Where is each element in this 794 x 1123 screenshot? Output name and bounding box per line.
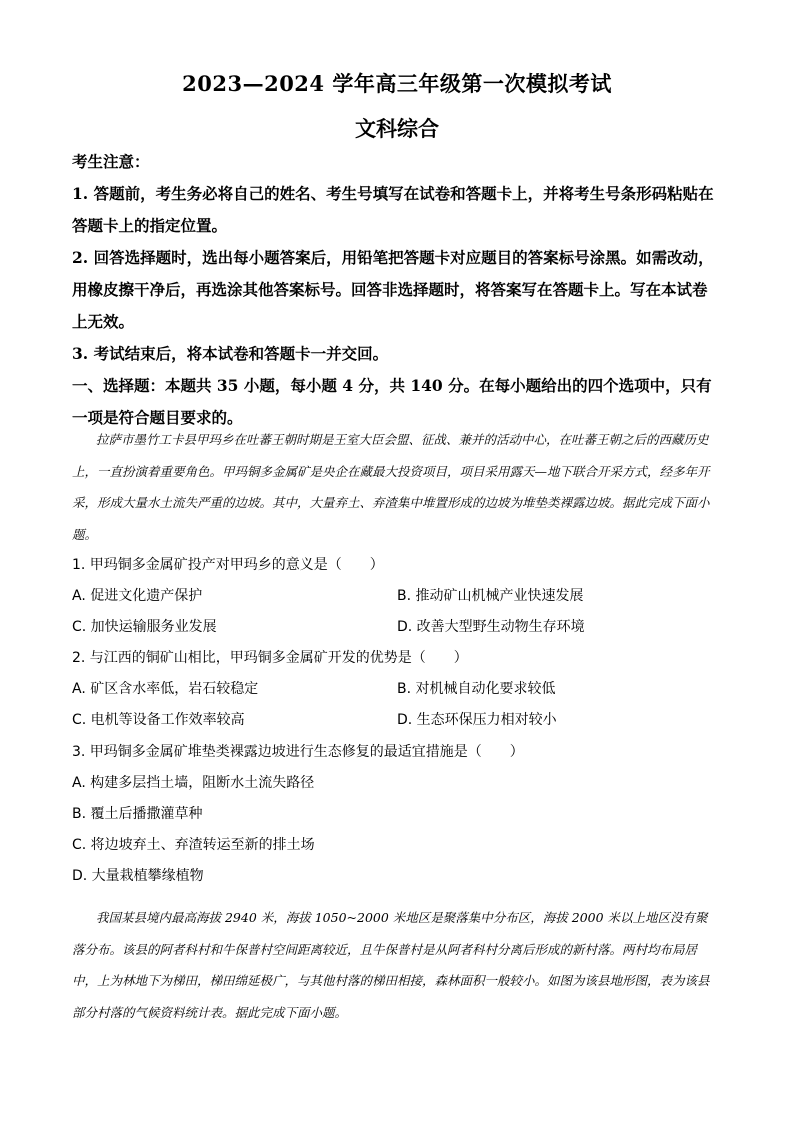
- option-c: C. 电机等设备工作效率较高: [72, 712, 245, 728]
- question-stem: 1. 甲玛铜多金属矿投产对甲玛乡的意义是（ ）: [72, 557, 384, 573]
- notice-heading: 考生注意：: [72, 152, 150, 171]
- option-row: [72, 612, 722, 643]
- notice-block: [72, 146, 722, 434]
- option-d: D. 生态环保压力相对较小: [397, 712, 557, 728]
- passage-2: [72, 902, 720, 1028]
- option-row: [72, 705, 722, 736]
- page-subtitle: 文科综合: [355, 116, 439, 141]
- option-a: A. 构建多层挡土墙，阻断水土流失路径: [72, 775, 315, 791]
- option-a: A. 矿区含水率低，岩石较稳定: [72, 681, 259, 697]
- question-2: [72, 643, 722, 736]
- option-d: D. 改善大型野生动物生存环境: [397, 619, 585, 635]
- question-3: [72, 737, 722, 892]
- option-d: D. 大量栽植攀缘植物: [72, 868, 204, 884]
- option-b: B. 覆土后播撒灌草种: [72, 806, 203, 822]
- option-b: B. 对机械自动化要求较低: [397, 681, 556, 697]
- option-c: C. 将边坡弃土、弃渣转运至新的排土场: [72, 837, 315, 853]
- option-row: [72, 674, 722, 705]
- option-b: B. 推动矿山机械产业快速发展: [397, 588, 584, 604]
- option-c: C. 加快运输服务业发展: [72, 619, 217, 635]
- passage-2-text: 我国某县境内最高海拔 2940 米，海拔 1050~2000 米地区是聚落集中分布区，海拔 2000 米以上地区没有聚落分布。该县的阿者科村和牛保普村空间距离较近，且牛保普村是从阿者科村分离后形成的新村落。两村均布局居中，上为林地下为梯田，梯田绵延极广，与其他村落的梯田相接，森林面积一般较小。如图为该县地形图，表为该县部分村落的气候资料统计表。据此完成下面小题。: [72, 910, 710, 1020]
- section-heading: 一、选择题：本题共 35 小题，每小题 4 分，共 140 分。在每小题给出的四个选项中，只有一项是符合题目要求的。: [72, 376, 712, 427]
- passage-1-text: 拉萨市墨竹工卡县甲玛乡在吐蕃王朝时期是王室大臣会盟、征战、兼并的活动中心，在吐蕃王朝之后的西藏历史上，一直扮演着重要角色。甲玛铜多金属矿是央企在藏最大投资项目，项目采用露天—地下联合开采方式，经多年开采，形成大量水土流失严重的边坡。其中，大量弃土、弃渣集中堆置形成的边坡为堆垫类裸露边坡。据此完成下面小题。: [72, 432, 710, 542]
- option-a: A. 促进文化遗产保护: [72, 588, 203, 604]
- passage-1: [72, 424, 720, 550]
- question-stem: 2. 与江西的铜矿山相比，甲玛铜多金属矿开发的优势是（ ）: [72, 650, 468, 666]
- option-row: [72, 581, 722, 612]
- notice-item-3: 3. 考试结束后，将本试卷和答题卡一并交回。: [72, 344, 389, 363]
- question-1: [72, 550, 722, 643]
- notice-item-2: 2. 回答选择题时，选出每小题答案后，用铅笔把答题卡对应题目的答案标号涂黑。如需改动，用橡皮擦干净后，再选涂其他答案标号。回答非选择题时，将答案写在答题卡上。写在本试卷上无效。: [72, 248, 714, 331]
- notice-item-1: 1. 答题前，考生务必将自己的姓名、考生号填写在试卷和答题卡上，并将考生号条形码粘贴在答题卡上的指定位置。: [72, 184, 714, 235]
- question-stem: 3. 甲玛铜多金属矿堆垫类裸露边坡进行生态修复的最适宜措施是（ ）: [72, 744, 524, 760]
- page-title: 2023—2024 学年高三年级第一次模拟考试: [182, 71, 612, 96]
